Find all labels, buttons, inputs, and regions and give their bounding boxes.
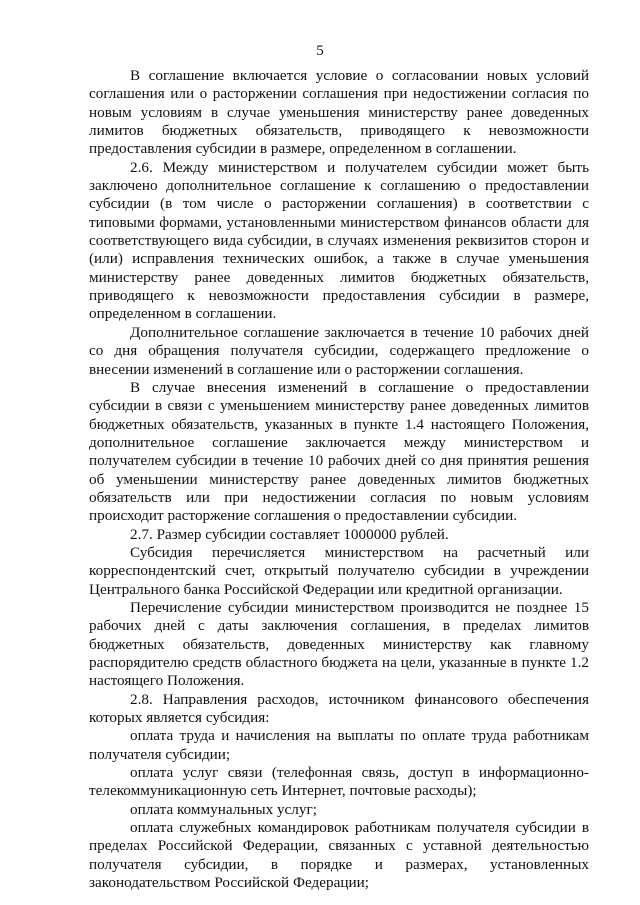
page-number: 5 [316, 43, 324, 59]
paragraph: В случае внесения изменений в соглашение о предоставлении субсидии в связи с уменьшением министерству ранее доведенных лимитов бюджетных обязательств, указанных в пункте 1.4 настоящего Положения, дополнительное соглашение заключается между министерством и получателем субсидии в течение 10 рабочих дней со дня принятия решения об уменьшении министерству ранее доведенных лимитов бюджетных обязательств или при недостижении согласия по новым условиям происходит расторжение соглашения о предоставлении субсидии. [89, 378, 589, 525]
paragraph: Субсидия перечисляется министерством на расчетный или корреспондентский счет, открытый получателю субсидии в учреждении Центрального банка Российской Федерации или кредитной организации. [89, 543, 589, 598]
paragraph: 2.8. Направления расходов, источником финансового обеспечения которых является субсидия: [89, 690, 589, 727]
paragraph: Перечисление субсидии министерством производится не позднее 15 рабочих дней с даты заключения соглашения, в пределах лимитов бюджетных обязательств, доведенных министерству как главному распорядителю средств областного бюджета на цели, указанные в пункте 1.2 настоящего Положения. [89, 598, 589, 690]
paragraph: 2.6. Между министерством и получателем субсидии может быть заключено дополнительное соглашение к соглашению о предоставлении субсидии (в том числе о расторжении соглашения) в соответствии с типовыми формами, установленными министерством финансов области для соответствующего вида субсидии, в случаях изменения реквизитов сторон и (или) исправления технических ошибок, а также в случае уменьшения министерству ранее доведенных лимитов бюджетных обязательств, приводящего к невозможности предоставления субсидии в размере, определенном в соглашении. [89, 158, 589, 323]
paragraph: оплата коммунальных услуг; [130, 800, 317, 818]
paragraph: оплата служебных командировок работникам получателя субсидии в пределах Российской Федерации, связанных с уставной деятельностью получателя субсидии, в порядке и размерах, установленных законодательством Российской Федерации; [89, 819, 589, 892]
paragraph: В соглашение включается условие о согласовании новых условий соглашения или о расторжении соглашения при недостижении согласия по новым условиям в случае уменьшения министерству ранее доведенных лимитов бюджетных обязательств, приводящего к невозможности предоставления субсидии в размере, определенном в соглашении. [89, 67, 589, 158]
paragraph: оплата услуг связи (телефонная связь, доступ в информационно-телекоммуникационную сеть Интернет, почтовые расходы); [89, 764, 589, 800]
paragraph: Дополнительное соглашение заключается в течение 10 рабочих дней со дня обращения получателя субсидии, содержащего предложение о внесении изменений в соглашение или о расторжении соглашения. [89, 323, 589, 378]
paragraph: 2.7. Размер субсидии составляет 1000000 рублей. [130, 525, 449, 543]
document-body [89, 67, 589, 892]
paragraph: оплата труда и начисления на выплаты по оплате труда работникам получателя субсидии; [89, 727, 589, 763]
